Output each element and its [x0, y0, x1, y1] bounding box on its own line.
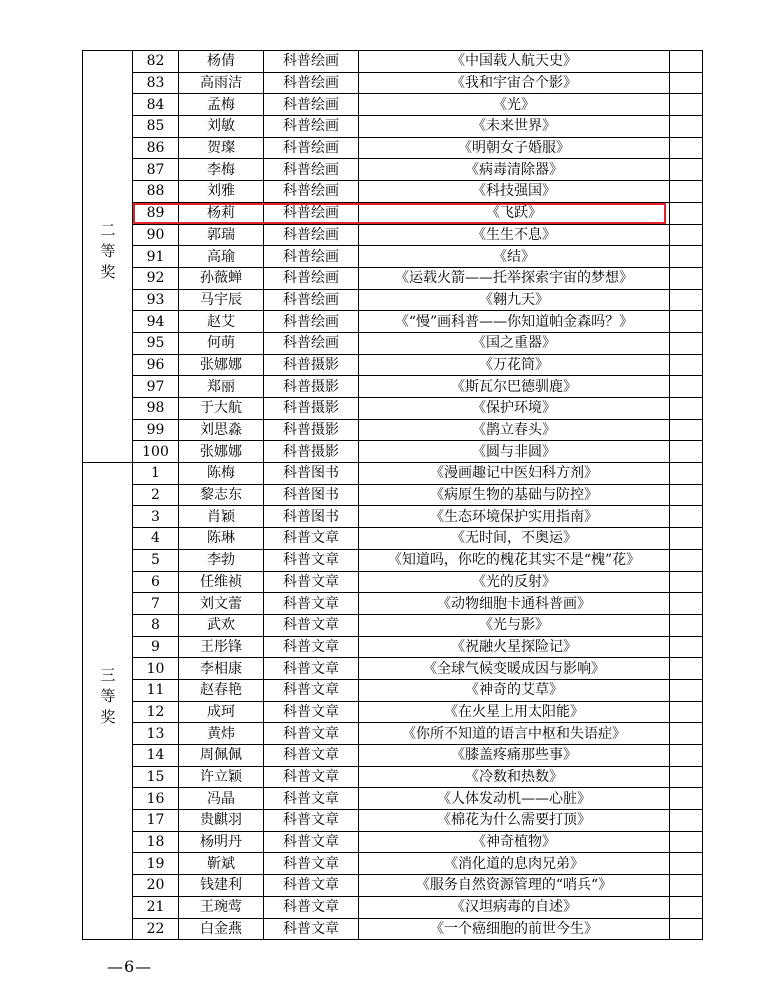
entry-extra-cell: [670, 571, 703, 593]
entry-extra-cell: [670, 137, 703, 159]
entry-number: 84: [133, 94, 179, 116]
entry-category: 科普文章: [264, 831, 359, 853]
entry-extra-cell: [670, 398, 703, 420]
entry-extra-cell: [670, 853, 703, 875]
entry-work-title: 《汉坦病毒的自述》: [359, 896, 670, 918]
entry-number: 97: [133, 376, 179, 398]
table-row: [83, 51, 703, 73]
entry-name: 李相康: [179, 658, 264, 680]
table-row: [83, 723, 703, 745]
entry-work-title: 《光》: [359, 94, 670, 116]
entry-category: 科普摄影: [264, 354, 359, 376]
table-row: [83, 267, 703, 289]
table-row: [83, 181, 703, 203]
entry-category: 科普文章: [264, 679, 359, 701]
table-row: [83, 484, 703, 506]
entry-work-title: 《“慢”画科普——你知道帕金森吗？》: [359, 311, 670, 333]
entry-category: 科普绘画: [264, 289, 359, 311]
table-row: [83, 528, 703, 550]
entry-number: 19: [133, 853, 179, 875]
entry-extra-cell: [670, 246, 703, 268]
grade-cell: [83, 51, 133, 463]
entry-number: 85: [133, 116, 179, 138]
entry-extra-cell: [670, 289, 703, 311]
entry-category: 科普文章: [264, 658, 359, 680]
table-row: [83, 636, 703, 658]
entry-name: 白金燕: [179, 918, 264, 940]
entry-category: 科普文章: [264, 918, 359, 940]
entry-name: 贵麒羽: [179, 810, 264, 832]
entry-name: 李勃: [179, 549, 264, 571]
entry-extra-cell: [670, 636, 703, 658]
entry-category: 科普绘画: [264, 267, 359, 289]
entry-extra-cell: [670, 918, 703, 940]
table-row: [83, 853, 703, 875]
table-row: [83, 614, 703, 636]
entry-extra-cell: [670, 679, 703, 701]
table-row: [83, 766, 703, 788]
entry-extra-cell: [670, 658, 703, 680]
entry-work-title: 《万花筒》: [359, 354, 670, 376]
entry-extra-cell: [670, 506, 703, 528]
grade-label: 三等奖: [98, 666, 117, 730]
table-row: [83, 441, 703, 463]
entry-work-title: 《国之重器》: [359, 332, 670, 354]
entry-extra-cell: [670, 810, 703, 832]
entry-number: 6: [133, 571, 179, 593]
entry-work-title: 《知道吗，你吃的槐花其实不是“槐”花》: [359, 549, 670, 571]
entry-name: 陈梅: [179, 463, 264, 485]
table-row: [83, 745, 703, 767]
entry-number: 82: [133, 51, 179, 73]
entry-extra-cell: [670, 484, 703, 506]
entry-extra-cell: [670, 376, 703, 398]
page-number: —6—: [107, 957, 153, 976]
entry-number: 92: [133, 267, 179, 289]
table-row: [83, 593, 703, 615]
entry-extra-cell: [670, 614, 703, 636]
entry-name: 黄炜: [179, 723, 264, 745]
entry-category: 科普文章: [264, 745, 359, 767]
entry-number: 22: [133, 918, 179, 940]
entry-category: 科普绘画: [264, 72, 359, 94]
entry-number: 5: [133, 549, 179, 571]
entry-work-title: 《一个癌细胞的前世今生》: [359, 918, 670, 940]
entry-work-title: 《神奇植物》: [359, 831, 670, 853]
entry-extra-cell: [670, 441, 703, 463]
entry-name: 成珂: [179, 701, 264, 723]
table-row: [83, 159, 703, 181]
entry-number: 100: [133, 441, 179, 463]
entry-number: 7: [133, 593, 179, 615]
table-row: [83, 224, 703, 246]
table-row: [83, 875, 703, 897]
entry-category: 科普文章: [264, 766, 359, 788]
entry-name: 张娜娜: [179, 354, 264, 376]
entry-name: 刘思淼: [179, 419, 264, 441]
entry-category: 科普文章: [264, 549, 359, 571]
entry-extra-cell: [670, 528, 703, 550]
entry-work-title: 《人体发动机——心脏》: [359, 788, 670, 810]
entry-extra-cell: [670, 788, 703, 810]
table-row: [83, 549, 703, 571]
table-row: [83, 94, 703, 116]
table-row: [83, 701, 703, 723]
entry-name: 武欢: [179, 614, 264, 636]
entry-category: 科普文章: [264, 896, 359, 918]
entry-category: 科普绘画: [264, 137, 359, 159]
entry-work-title: 《服务自然资源管理的“哨兵“》: [359, 875, 670, 897]
entry-number: 94: [133, 311, 179, 333]
entry-category: 科普绘画: [264, 246, 359, 268]
entry-work-title: 《生态环境保护实用指南》: [359, 506, 670, 528]
entry-number: 2: [133, 484, 179, 506]
entry-number: 1: [133, 463, 179, 485]
entry-category: 科普绘画: [264, 116, 359, 138]
table-row: [83, 398, 703, 420]
entry-name: 刘雅: [179, 181, 264, 203]
entry-category: 科普文章: [264, 788, 359, 810]
entry-name: 许立颖: [179, 766, 264, 788]
table-row: [83, 810, 703, 832]
entry-number: 20: [133, 875, 179, 897]
entry-name: 何萌: [179, 332, 264, 354]
table-row: [83, 679, 703, 701]
entry-extra-cell: [670, 831, 703, 853]
entry-name: 刘敏: [179, 116, 264, 138]
entry-work-title: 《飞跃》: [359, 202, 670, 224]
entry-extra-cell: [670, 332, 703, 354]
entry-work-title: 《我和宇宙合个影》: [359, 72, 670, 94]
table-row: [83, 137, 703, 159]
entry-name: 任维祯: [179, 571, 264, 593]
entry-work-title: 《科技强国》: [359, 181, 670, 203]
entry-number: 21: [133, 896, 179, 918]
table-row: [83, 289, 703, 311]
entry-category: 科普绘画: [264, 94, 359, 116]
entry-extra-cell: [670, 723, 703, 745]
entry-name: 高雨洁: [179, 72, 264, 94]
entry-work-title: 《保护环境》: [359, 398, 670, 420]
table-row: [83, 376, 703, 398]
awards-table-body: [83, 51, 703, 940]
table-row: [83, 202, 703, 224]
entry-category: 科普文章: [264, 723, 359, 745]
entry-number: 11: [133, 679, 179, 701]
entry-extra-cell: [670, 463, 703, 485]
entry-extra-cell: [670, 701, 703, 723]
entry-name: 郭瑞: [179, 224, 264, 246]
entry-number: 13: [133, 723, 179, 745]
entry-name: 郑丽: [179, 376, 264, 398]
entry-extra-cell: [670, 51, 703, 73]
entry-number: 89: [133, 202, 179, 224]
table-row: [83, 246, 703, 268]
table-row: [83, 896, 703, 918]
entry-category: 科普文章: [264, 701, 359, 723]
entry-extra-cell: [670, 354, 703, 376]
entry-number: 3: [133, 506, 179, 528]
entry-extra-cell: [670, 549, 703, 571]
entry-number: 87: [133, 159, 179, 181]
entry-extra-cell: [670, 745, 703, 767]
entry-category: 科普摄影: [264, 398, 359, 420]
entry-name: 于大航: [179, 398, 264, 420]
table-row: [83, 571, 703, 593]
entry-work-title: 《鹊立春头》: [359, 419, 670, 441]
entry-work-title: 《斯瓦尔巴德驯鹿》: [359, 376, 670, 398]
table-row: [83, 506, 703, 528]
entry-work-title: 《在火星上用太阳能》: [359, 701, 670, 723]
entry-extra-cell: [670, 72, 703, 94]
entry-work-title: 《冷数和热数》: [359, 766, 670, 788]
table-row: [83, 419, 703, 441]
table-row: [83, 116, 703, 138]
entry-category: 科普文章: [264, 614, 359, 636]
entry-name: 肖颖: [179, 506, 264, 528]
entry-category: 科普摄影: [264, 419, 359, 441]
entry-number: 10: [133, 658, 179, 680]
entry-category: 科普绘画: [264, 224, 359, 246]
entry-work-title: 《膝盖疼痛那些事》: [359, 745, 670, 767]
entry-category: 科普摄影: [264, 376, 359, 398]
entry-number: 91: [133, 246, 179, 268]
entry-category: 科普文章: [264, 528, 359, 550]
entry-extra-cell: [670, 419, 703, 441]
entry-number: 90: [133, 224, 179, 246]
entry-work-title: 《圆与非圆》: [359, 441, 670, 463]
table-row: [83, 918, 703, 940]
entry-category: 科普图书: [264, 484, 359, 506]
entry-category: 科普文章: [264, 571, 359, 593]
entry-category: 科普绘画: [264, 202, 359, 224]
table-row: [83, 463, 703, 485]
entry-number: 96: [133, 354, 179, 376]
entry-category: 科普图书: [264, 506, 359, 528]
table-row: [83, 311, 703, 333]
table-row: [83, 788, 703, 810]
entry-number: 14: [133, 745, 179, 767]
entry-name: 刘文蕾: [179, 593, 264, 615]
grade-label: 二等奖: [98, 222, 117, 286]
entry-name: 马宇辰: [179, 289, 264, 311]
entry-work-title: 《明朝女子婚服》: [359, 137, 670, 159]
entry-number: 15: [133, 766, 179, 788]
entry-name: 贺璨: [179, 137, 264, 159]
entry-work-title: 《全球气候变暖成因与影响》: [359, 658, 670, 680]
entry-name: 李梅: [179, 159, 264, 181]
entry-number: 95: [133, 332, 179, 354]
entry-extra-cell: [670, 593, 703, 615]
entry-name: 靳斌: [179, 853, 264, 875]
entry-name: 杨倩: [179, 51, 264, 73]
entry-number: 98: [133, 398, 179, 420]
grade-cell: [83, 463, 133, 940]
entry-extra-cell: [670, 159, 703, 181]
entry-work-title: 《生生不息》: [359, 224, 670, 246]
entry-work-title: 《神奇的艾草》: [359, 679, 670, 701]
entry-work-title: 《消化道的息肉兄弟》: [359, 853, 670, 875]
entry-category: 科普文章: [264, 875, 359, 897]
awards-table: [82, 50, 703, 940]
entry-work-title: 《病原生物的基础与防控》: [359, 484, 670, 506]
entry-work-title: 《漫画趣记中医妇科方剂》: [359, 463, 670, 485]
entry-number: 88: [133, 181, 179, 203]
entry-work-title: 《中国载人航天史》: [359, 51, 670, 73]
entry-work-title: 《无时间，不奥运》: [359, 528, 670, 550]
entry-name: 冯晶: [179, 788, 264, 810]
entry-name: 周佩佩: [179, 745, 264, 767]
entry-name: 杨明丹: [179, 831, 264, 853]
entry-name: 赵春艳: [179, 679, 264, 701]
entry-number: 9: [133, 636, 179, 658]
entry-number: 17: [133, 810, 179, 832]
entry-category: 科普绘画: [264, 51, 359, 73]
table-row: [83, 831, 703, 853]
entry-work-title: 《未来世界》: [359, 116, 670, 138]
entry-work-title: 《棉花为什么需要打顶》: [359, 810, 670, 832]
entry-name: 王琬莺: [179, 896, 264, 918]
entry-category: 科普绘画: [264, 332, 359, 354]
entry-name: 王彤锋: [179, 636, 264, 658]
entry-work-title: 《翱九天》: [359, 289, 670, 311]
entry-name: 张娜娜: [179, 441, 264, 463]
entry-category: 科普文章: [264, 853, 359, 875]
entry-extra-cell: [670, 94, 703, 116]
entry-work-title: 《运载火箭——托举探索宇宙的梦想》: [359, 267, 670, 289]
entry-number: 4: [133, 528, 179, 550]
table-row: [83, 332, 703, 354]
entry-extra-cell: [670, 267, 703, 289]
entry-extra-cell: [670, 311, 703, 333]
entry-extra-cell: [670, 896, 703, 918]
entry-name: 赵艾: [179, 311, 264, 333]
entry-number: 16: [133, 788, 179, 810]
entry-extra-cell: [670, 202, 703, 224]
entry-name: 杨莉: [179, 202, 264, 224]
entry-number: 99: [133, 419, 179, 441]
entry-work-title: 《你所不知道的语言中枢和失语症》: [359, 723, 670, 745]
entry-number: 18: [133, 831, 179, 853]
entry-category: 科普绘画: [264, 181, 359, 203]
entry-extra-cell: [670, 766, 703, 788]
entry-name: 黎志东: [179, 484, 264, 506]
table-row: [83, 354, 703, 376]
entry-name: 陈琳: [179, 528, 264, 550]
table-row: [83, 658, 703, 680]
entry-number: 86: [133, 137, 179, 159]
entry-work-title: 《病毒清除器》: [359, 159, 670, 181]
entry-extra-cell: [670, 181, 703, 203]
entry-extra-cell: [670, 875, 703, 897]
entry-name: 高瑜: [179, 246, 264, 268]
entry-category: 科普图书: [264, 463, 359, 485]
entry-category: 科普文章: [264, 593, 359, 615]
entry-extra-cell: [670, 116, 703, 138]
entry-category: 科普文章: [264, 810, 359, 832]
entry-category: 科普绘画: [264, 159, 359, 181]
entry-number: 93: [133, 289, 179, 311]
entry-number: 12: [133, 701, 179, 723]
entry-work-title: 《动物细胞卡通科普画》: [359, 593, 670, 615]
entry-category: 科普摄影: [264, 441, 359, 463]
table-row: [83, 72, 703, 94]
entry-extra-cell: [670, 224, 703, 246]
entry-category: 科普文章: [264, 636, 359, 658]
entry-name: 孟梅: [179, 94, 264, 116]
entry-work-title: 《光的反射》: [359, 571, 670, 593]
entry-number: 8: [133, 614, 179, 636]
entry-work-title: 《祝融火星探险记》: [359, 636, 670, 658]
entry-work-title: 《光与影》: [359, 614, 670, 636]
entry-name: 孙薇蝉: [179, 267, 264, 289]
entry-number: 83: [133, 72, 179, 94]
entry-name: 钱建利: [179, 875, 264, 897]
entry-work-title: 《结》: [359, 246, 670, 268]
entry-category: 科普绘画: [264, 311, 359, 333]
